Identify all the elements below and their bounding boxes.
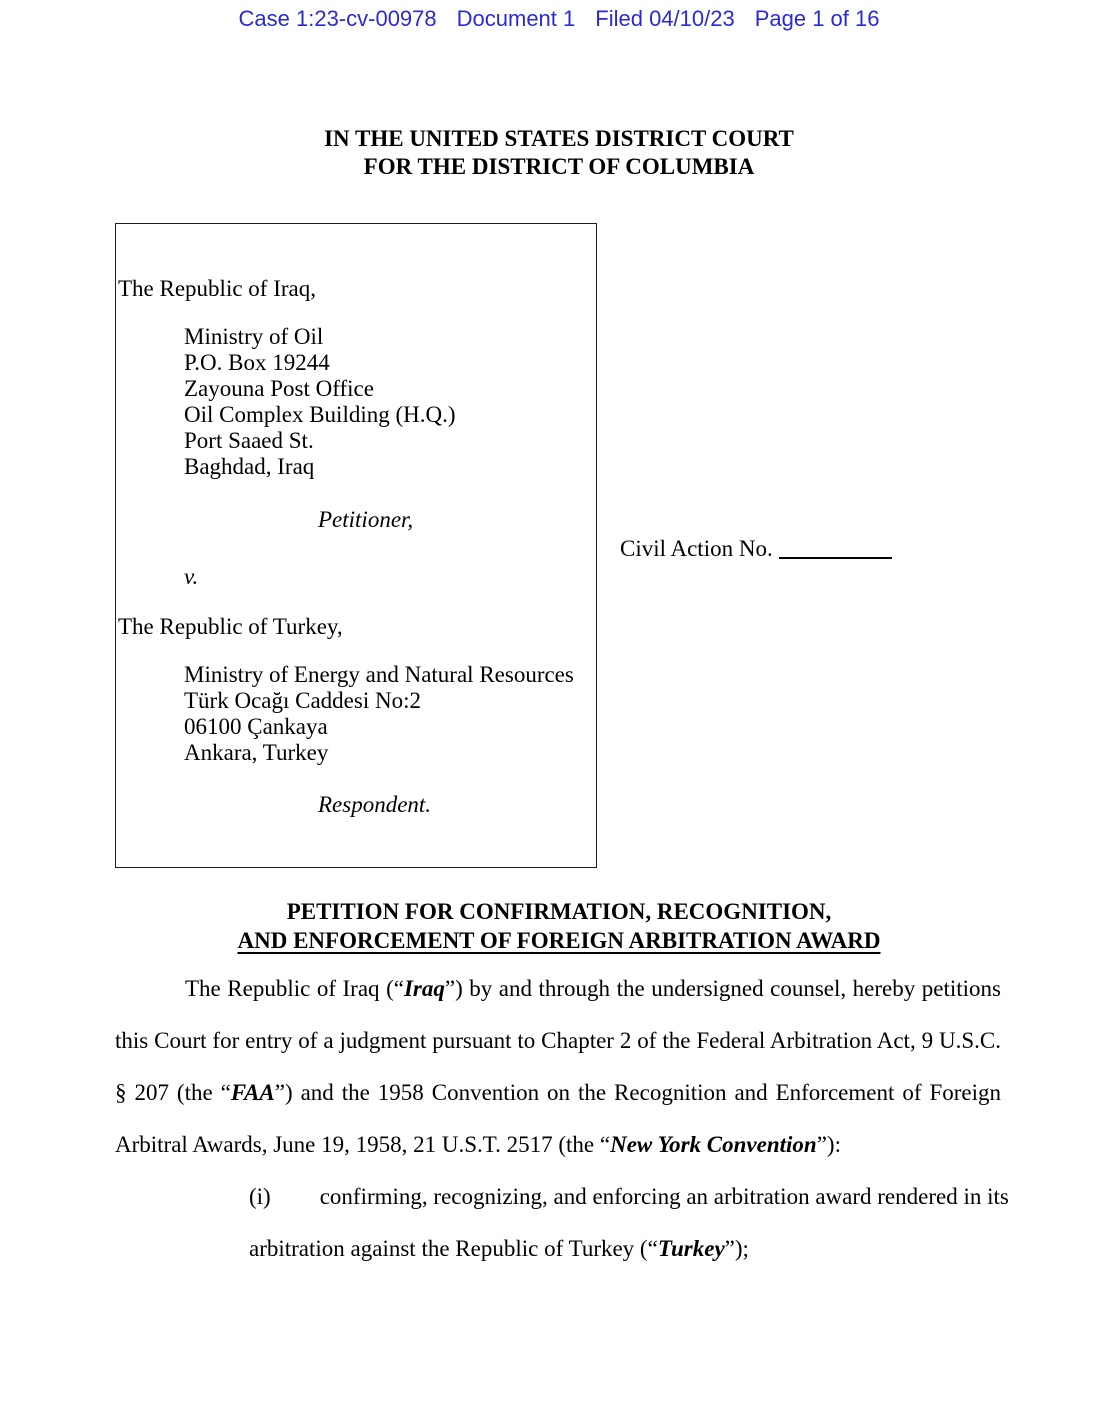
respondent-address-line: 06100 Çankaya: [184, 714, 328, 739]
petitioner-address-line: Oil Complex Building (H.Q.): [184, 402, 456, 427]
text-segment: FAA: [230, 1080, 275, 1105]
opening-paragraph-line: [115, 1131, 1001, 1183]
opening-paragraph-line: [115, 1079, 1001, 1131]
opening-paragraph: [115, 975, 1001, 1183]
civil-action-blank-line: [779, 555, 892, 559]
versus: v.: [184, 564, 199, 589]
text-segment: arbitration against the Republic of Turkey (“: [249, 1236, 658, 1261]
caption-box: [115, 223, 597, 868]
text-segment: ”):: [816, 1132, 841, 1157]
text-segment: this Court for entry of a judgment pursuant to Chapter 2 of the Federal Arbitration Act, 9 U.S.C.: [115, 1028, 1001, 1053]
document-title-line2: AND ENFORCEMENT OF FOREIGN ARBITRATION AWARD: [237, 928, 881, 953]
petitioner-address: [184, 324, 596, 480]
ecf-stamp-segment: Page 1 of 16: [754, 6, 880, 31]
court-name-line1: IN THE UNITED STATES DISTRICT COURT: [324, 126, 794, 151]
text-segment: Arbitral Awards, June 19, 1958, 21 U.S.T. 2517 (the “: [115, 1132, 611, 1157]
respondent-role: Respondent.: [318, 792, 432, 817]
opening-paragraph-line: [115, 975, 1001, 1027]
petitioner-address-line: Ministry of Oil: [184, 324, 324, 349]
civil-action: [620, 536, 892, 562]
petitioner-address-line: Port Saaed St.: [184, 428, 314, 453]
document-title-line1: PETITION FOR CONFIRMATION, RECOGNITION,: [286, 899, 832, 924]
text-segment: Turkey: [657, 1236, 725, 1261]
court-name: [0, 125, 1118, 181]
respondent-address-line: Türk Ocağı Caddesi No:2: [184, 688, 421, 713]
petitioner-role: Petitioner,: [318, 507, 414, 532]
petitioner-address-line: P.O. Box 19244: [184, 350, 330, 375]
opening-paragraph-line: [115, 1027, 1001, 1079]
relief-item-i-line: [249, 1235, 990, 1287]
text-segment: The Republic of Iraq (“: [185, 976, 404, 1001]
text-segment: (i): [249, 1184, 271, 1209]
text-segment: New York Convention: [610, 1132, 817, 1157]
ecf-stamp-segment: Document 1: [456, 6, 576, 31]
text-segment: ”) and the 1958 Convention on the Recognition and Enforcement of Foreign: [274, 1080, 1001, 1105]
ecf-stamp-segment: Filed 04/10/23: [595, 6, 735, 31]
text-segment: ”);: [724, 1236, 749, 1261]
relief-item-i-line: [249, 1183, 1009, 1235]
petitioner-address-line: Zayouna Post Office: [184, 376, 374, 401]
civil-action-label: Civil Action No.: [620, 536, 773, 561]
respondent-address-line: Ministry of Energy and Natural Resources: [184, 662, 574, 687]
petitioner-name: The Republic of Iraq,: [118, 276, 316, 301]
respondent-address-line: Ankara, Turkey: [184, 740, 329, 765]
text-segment: § 207 (the “: [115, 1080, 231, 1105]
text-segment: ”) by and through the undersigned counsel, hereby petitions: [444, 976, 1001, 1001]
relief-item-i: [249, 1183, 1009, 1287]
petitioner-address-line: Baghdad, Iraq: [184, 454, 315, 479]
text-segment: Iraq: [403, 976, 445, 1001]
document-title: [0, 897, 1118, 955]
court-name-line2: FOR THE DISTRICT OF COLUMBIA: [363, 154, 755, 179]
text-segment: confirming, recognizing, and enforcing an arbitration award rendered in its: [319, 1184, 1009, 1209]
ecf-stamp-segment: Case 1:23-cv-00978: [238, 6, 437, 31]
ecf-stamp: [0, 6, 1118, 32]
respondent-name: The Republic of Turkey,: [118, 614, 343, 639]
respondent-address: [184, 662, 596, 766]
